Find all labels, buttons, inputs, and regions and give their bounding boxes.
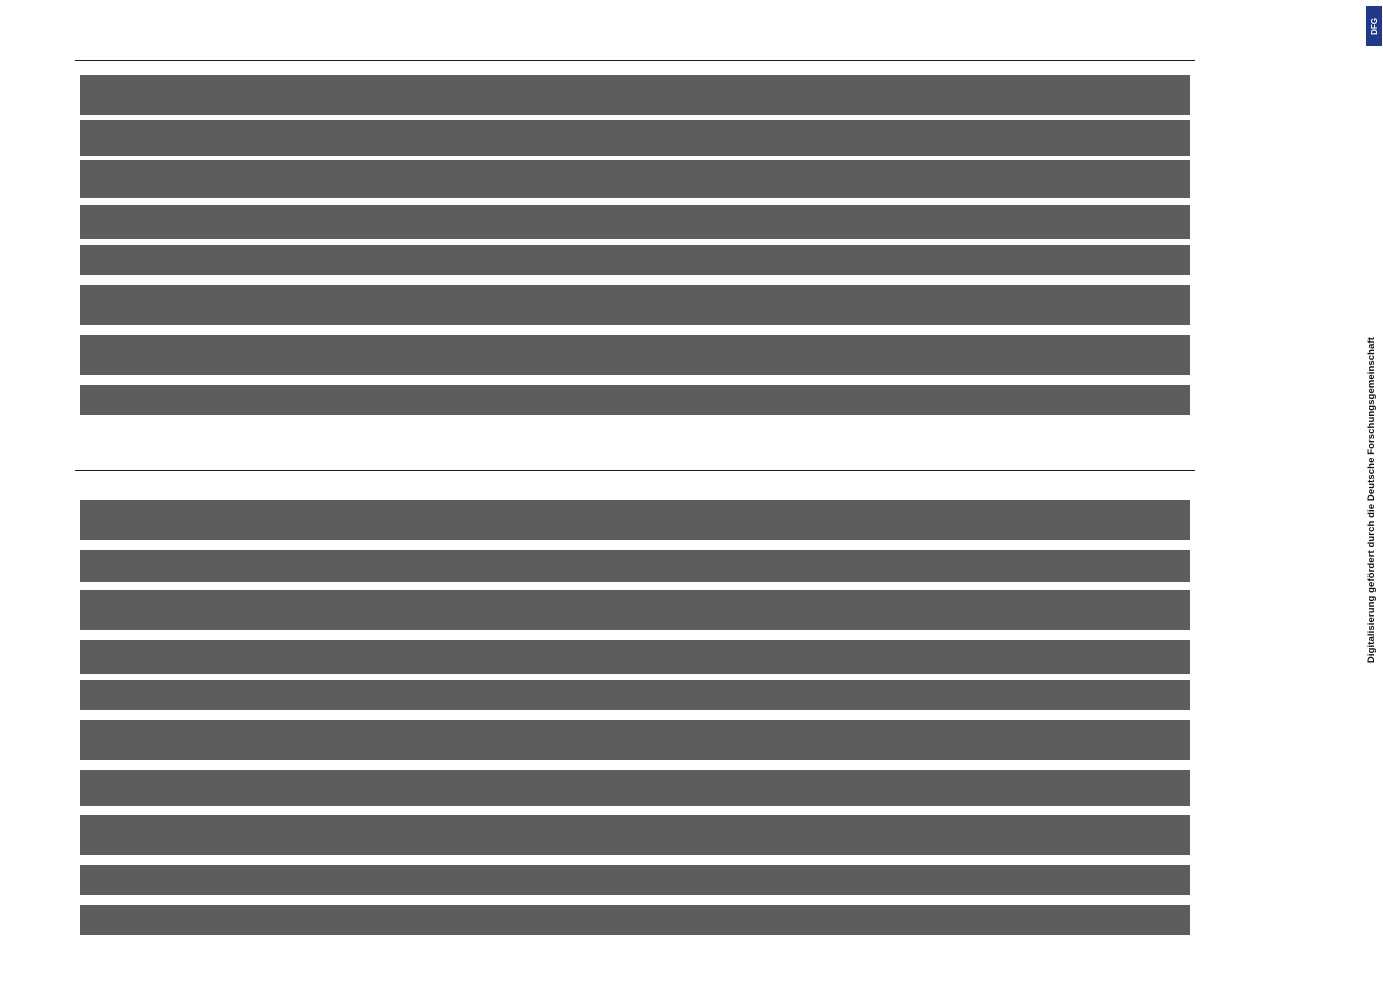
column-text-line [80, 160, 1190, 198]
column-text-line [80, 865, 1190, 895]
column-text-line [80, 770, 1190, 806]
column-divider-rule [75, 470, 1195, 471]
column-text-line [80, 500, 1190, 540]
header-rule [75, 60, 1195, 61]
column-text-line [80, 205, 1190, 239]
column-text-line [80, 680, 1190, 710]
column-text-line [80, 720, 1190, 760]
footer-caption-wrap [1360, 10, 1382, 990]
column-text-line [80, 285, 1190, 325]
column-text-line [80, 590, 1190, 630]
column-text-line [80, 120, 1190, 156]
column-text-line [80, 815, 1190, 855]
dfg-logo: DFG [1366, 6, 1382, 46]
column-text-line [80, 385, 1190, 415]
column-text-line [80, 640, 1190, 674]
column-text-line [80, 75, 1190, 115]
column-text-line [80, 335, 1190, 375]
column-text-line [80, 245, 1190, 275]
column-text-line [80, 550, 1190, 582]
footer-caption: Digitalisierung gefördert durch die Deutsche Forschungsgemeinschaft [1365, 336, 1377, 664]
column-text-line [80, 905, 1190, 935]
